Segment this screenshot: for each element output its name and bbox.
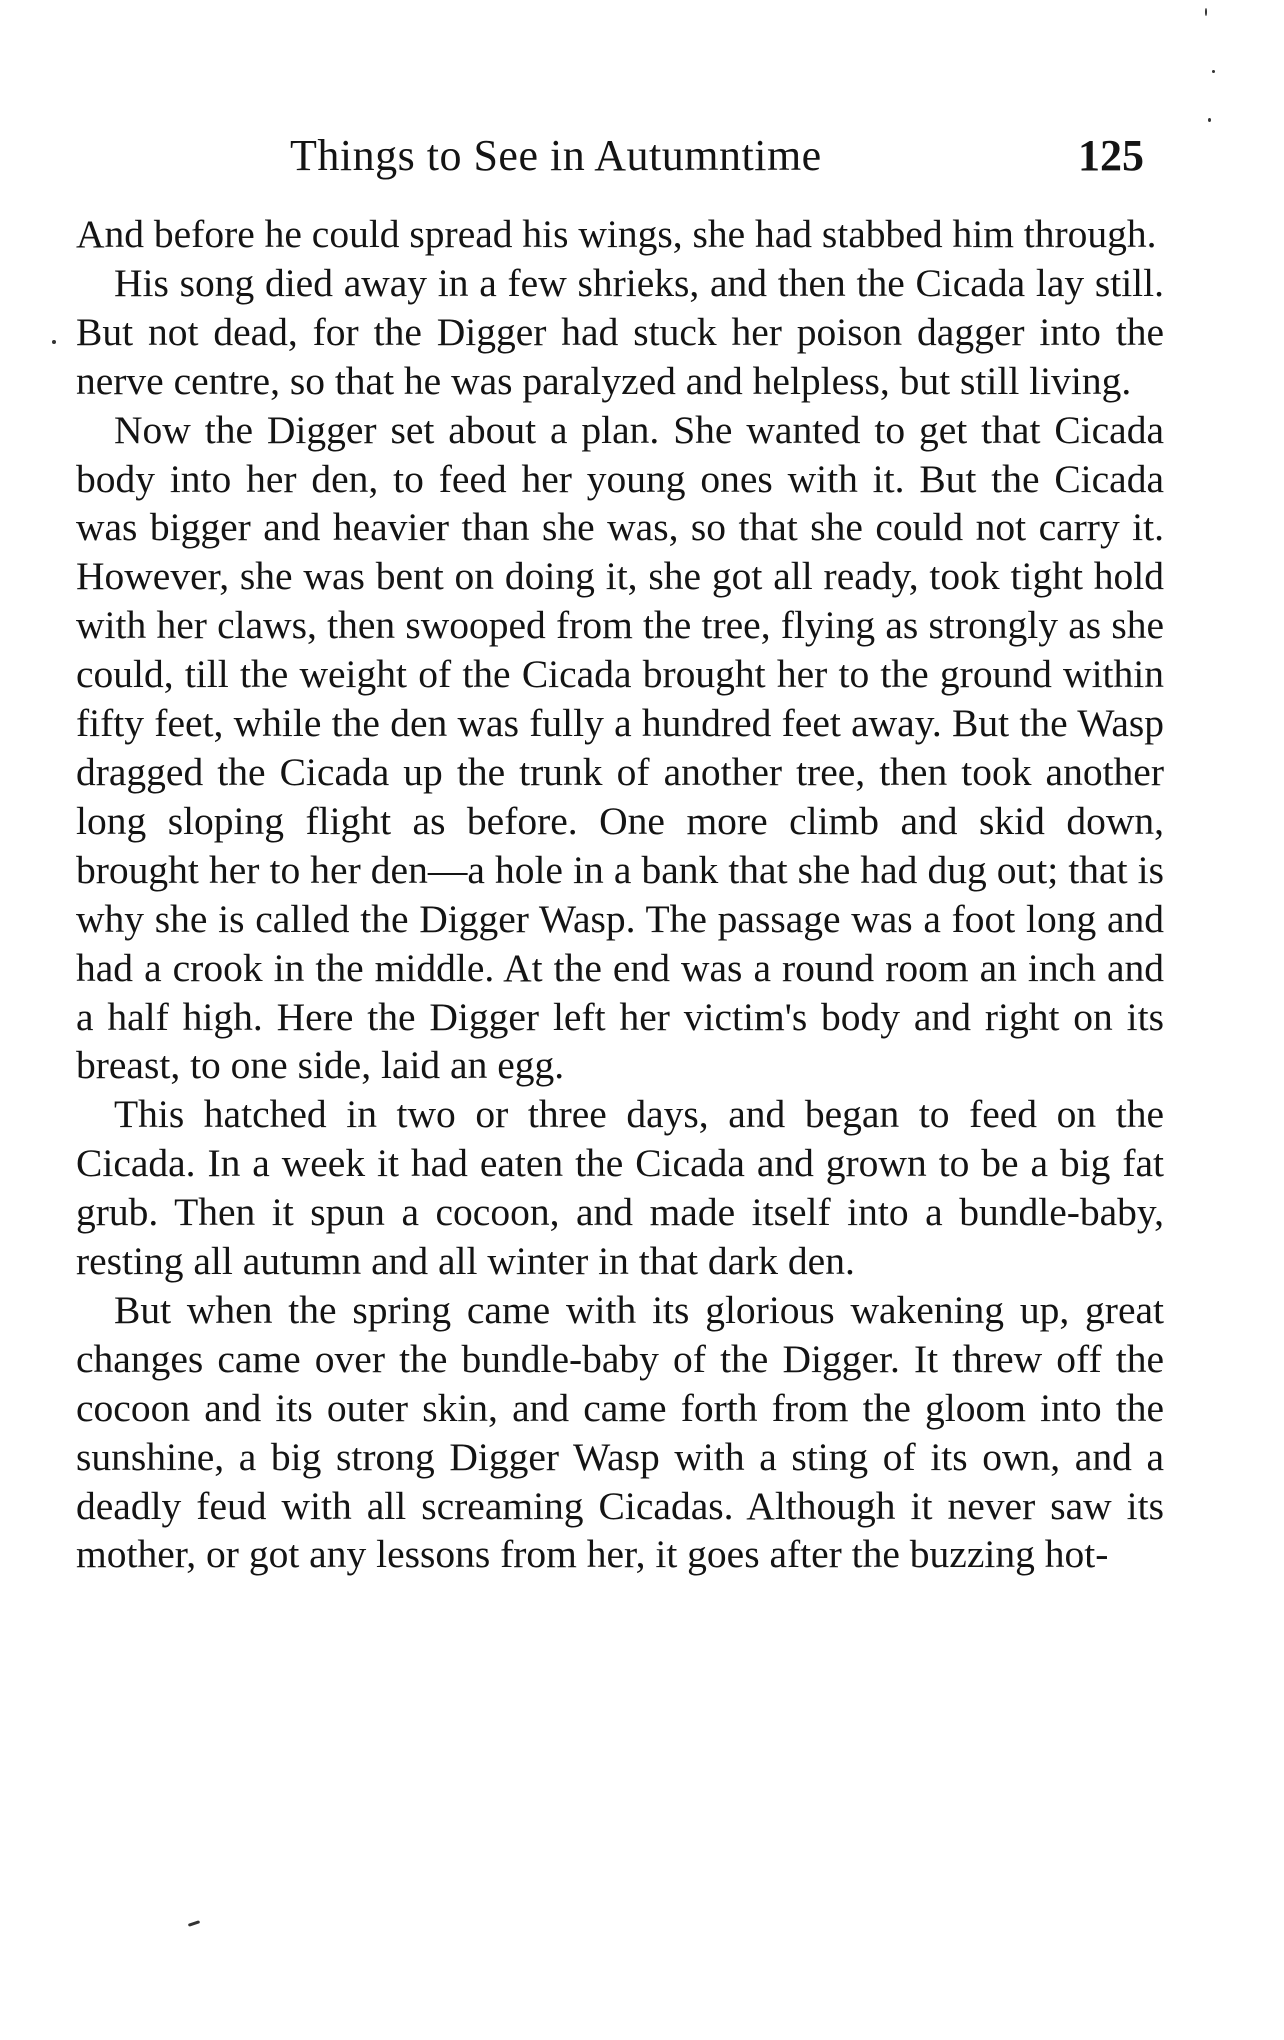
running-title: Things to See in Autumntime <box>290 131 822 180</box>
scan-speck <box>188 1920 200 1927</box>
paragraph-egg-hatched: This hatched in two or three days, and began to feed on the Cicada. In a week it had eaten the Cicada and grown to be a big fat grub. Then it spun a cocoon, and made itself into a bundle-baby, resting all autumn and all winter in that dark den. <box>76 1092 1164 1284</box>
paragraph-continuation: And before he could spread his wings, she had stabbed him through. <box>76 212 1157 256</box>
paragraph-spring: But when the spring came with its glorious wakening up, great changes came over the bundle-baby of the Digger. It threw off the cocoon and its outer skin, and came forth from the gloom into the sunshine, a big strong Digger Wasp with a sting of its own, and a deadly feud with all screaming Cicadas. Although it never saw its mother, or got any lessons from her, it goes after the buzzing hot- <box>76 1287 1164 1577</box>
scan-speck <box>1212 70 1215 73</box>
page-number: 125 <box>1078 131 1144 180</box>
scan-speck <box>1205 8 1207 16</box>
scan-speck <box>1208 118 1211 122</box>
paragraph-digger-plan: Now the Digger set about a plan. She wanted to get that Cicada body into her den, to feed her young ones with it. But the Cicada was bigger and heavier than she was, so that she could not carry it. However, she was bent on doing it, she got all ready, took tight hold with her claws, then swooped from the tree, flying as strongly as she could, till the weight of the Cicada brought her to the ground within fifty feet, while the den was fully a hundred feet away. But the Wasp dragged the Cicada up the trunk of another tree, then took another long sloping flight as before. One more climb and skid down, brought her to her den—a hole in a bank that she had dug out; that is why she is called the Digger Wasp. The passage was a foot long and had a crook in the middle. At the end was a round room an inch and a half high. Here the Digger left her victim's body and right on its breast, to one side, laid an egg. <box>76 407 1164 1088</box>
paragraph-song-died: His song died away in a few shrieks, and then the Cicada lay still. But not dead, for the Digger had stuck her poison dagger into the nerve centre, so that he was paralyzed and helpless, but still living. <box>76 260 1164 403</box>
scan-speck <box>52 340 56 344</box>
body-text <box>76 210 1164 1579</box>
running-head <box>0 126 1284 186</box>
